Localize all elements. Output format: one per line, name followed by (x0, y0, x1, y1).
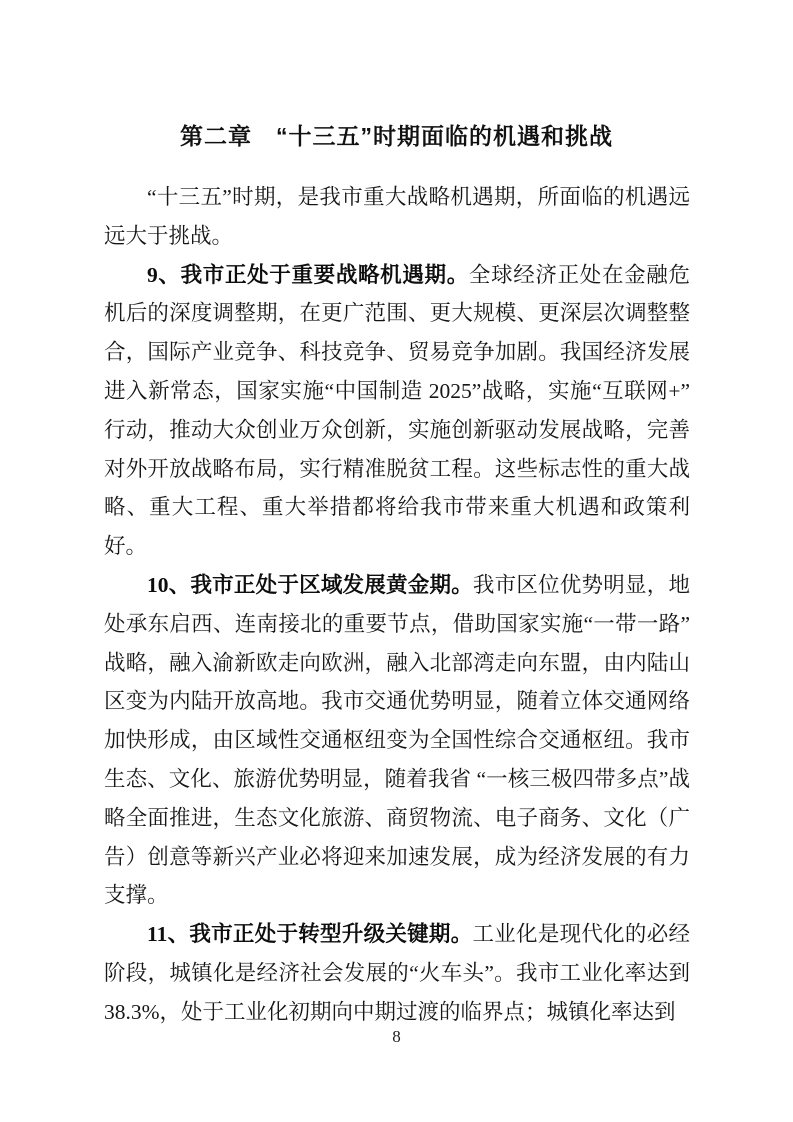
paragraph-item-10-lead: 10、我市正处于区域发展黄金期。 (147, 572, 473, 597)
paragraph-item-11-lead: 11、我市正处于转型升级关键期。 (147, 922, 473, 947)
page-number: 8 (392, 1027, 401, 1046)
paragraph-intro (104, 178, 690, 256)
paragraph-item-10-text: 我市区位优势明显，地处承东启西、连南接北的重要节点，借助国家实施“一带一路”战略，融入渝新欧走向欧洲，融入北部湾走向东盟，由内陆山区变为内陆开放高地。我市交通优势明显，随着立体交通网络加快形成，由区域性交通枢纽变为全国性综合交通枢纽。我市生态、文化、旅游优势明显，随着我省 “一核三极四带多点”战略全面推进，生态文化旅游、商贸物流、电子商务、文化（广告）创意等新兴产业必将迎来加速发展，成为经济发展的有力支撑。 (104, 572, 690, 908)
document-body (104, 178, 690, 1032)
paragraph-item-9-text: 全球经济正处在金融危机后的深度调整期，在更广范围、更大规模、更深层次调整整合，国际产业竞争、科技竞争、贸易竞争加剧。我国经济发展进入新常态，国家实施“中国制造 2025”战略，实施“互联网+”行动，推动大众创业万众创新，实施创新驱动发展战略，完善对外开放战略布局，实行精准脱贫工程。这些标志性的重大战略、重大工程、重大举措都将给我市带来重大机遇和政策利好。 (104, 262, 690, 559)
chapter-title: 第二章 “十三五”时期面临的机遇和挑战 (180, 123, 613, 149)
paragraph-item-9-lead: 9、我市正处于重要战略机遇期。 (147, 262, 469, 287)
paragraph-item-10 (104, 566, 690, 915)
paragraph-item-11-text: 工业化是现代化的必经阶段，城镇化是经济社会发展的“火车头”。我市工业化率达到38.3%，处于工业化初期向中期过渡的临界点；城镇化率达到 (104, 922, 690, 1024)
paragraph-intro-text: “十三五”时期，是我市重大战略机遇期，所面临的机遇远远大于挑战。 (104, 185, 690, 248)
paragraph-item-11 (104, 915, 690, 1031)
paragraph-item-9 (104, 256, 690, 566)
